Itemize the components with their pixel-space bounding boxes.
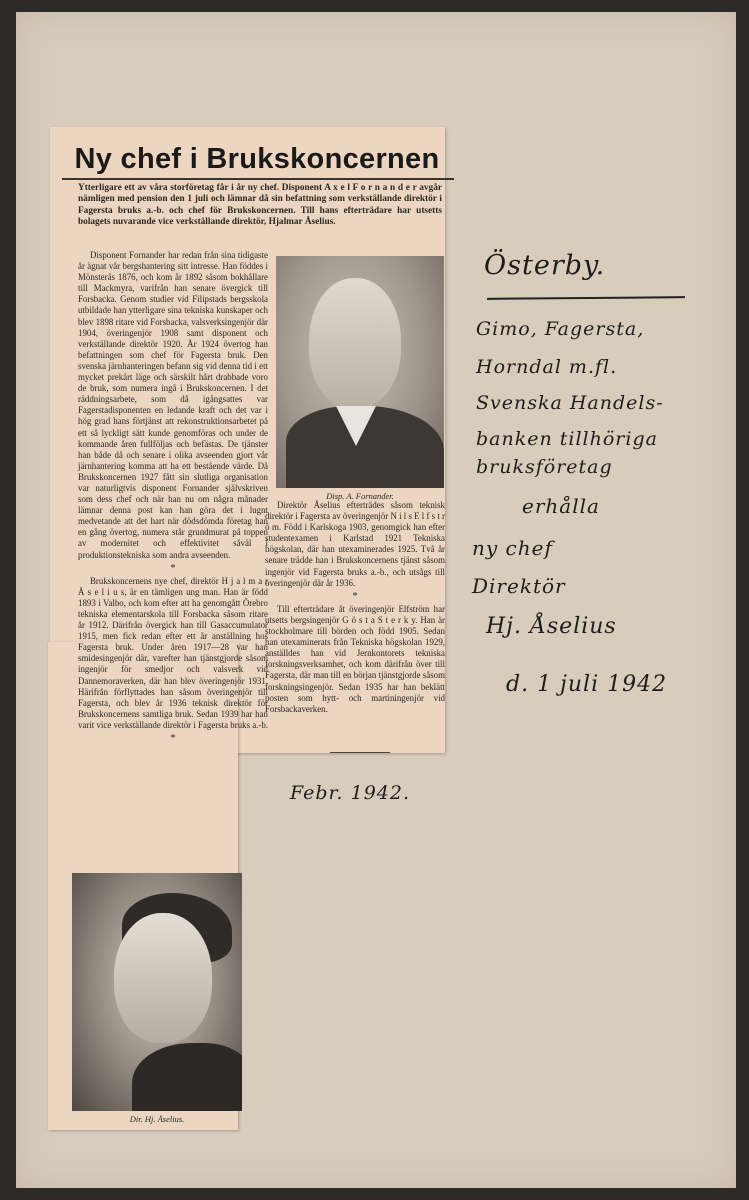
caption-fornander: Disp. A. Fornander. (326, 491, 394, 501)
handwritten-line: ny chef (472, 536, 553, 560)
section-star: * (352, 590, 358, 602)
portrait-aselius (72, 873, 242, 1111)
handwritten-title: Österby. (484, 250, 606, 281)
handwritten-line: Horndal m.fl. (476, 356, 618, 378)
article-paragraph: Disponent Fornander har redan från sina tidigaste år ägnat vår bergshantering sitt intresse. Han föddes i Mönsterås 1876, och kom år 1892 såsom bokhållare till Mackmyra, varifrån han senare övergick till Forsbacka. Genom studier vid Filipstads bergsskola utbildade han ytterligare sina tekniska kunskaper och blev 1898 ritare vid Forsbacka, valsverksingenjör där 1904, överingenjör 1908 samt disponent och verkställande direktör 1920. År 1924 övertog han befattningen som chef för Fagersta bruk. Den svenska järnhanteringen befann sig vid denna tid i ett mycket prekärt läge och särskilt hårt drabbade voro de bruk, som numera ingå i Brukskoncernen. I det räddningsarbete, som då igångsattes var Fagerstadisponenten en ledande kraft och det var i hög grad hans förtjänst att rekonstruktionsarbetet på ett så lyckligt sätt kunde genomföras och under de kommande åren fullföljas och befästas. De tjänster han både då och senare i olika avseenden gjort vår järnhantering komma att ha ett bestående värde. Då Brukskoncernen 1927 fått sin slutliga organisation var naturligtvis disponent Fornander självskriven som dess chef och när han nu om några månader lämnar denna post kan han göra det i lugnt medvetande att det hart när dödsdömda företag han en gång övertog, numera står grundmurat på toppen av modernitet och effektivitet såväl i produktionstekniska som andra avseenden. (78, 250, 268, 560)
handwritten-line: Svenska Handels- (476, 392, 664, 414)
handwritten-line: bruksföretag (476, 456, 613, 478)
handwritten-line: Hj. Åselius (486, 614, 617, 639)
section-star: * (170, 562, 176, 574)
portrait-fornander (276, 256, 444, 488)
handwritten-line: erhålla (522, 494, 600, 518)
portrait-coat (132, 1043, 242, 1111)
handwritten-line: Direktör (472, 574, 566, 598)
portrait-face (114, 913, 212, 1043)
article-paragraph: Brukskoncernens nye chef, direktör H j a l m a r Å s e l i u s, är en tämligen ung man. Han är född 1893 i Valbo, och kom efter att ha genomgått Örebro tekniska elementarskola till Forsbacka såsom ritare år 1912. Därifrån övergick han till Gasaccumulator 1915, men fick redan efter ett år anställning hos Fagersta bruk. Under åren 1917—28 var han smidesingenjör där, varefter han tjänstgjorde såsom ingenjör för smedjor och valsverk vid Dannemoraverken, där han blev överingenjör 1931. Härifrån förflyttades han såsom överingenjör till Fagersta, och blev år 1936 teknisk direktör för Brukskoncernens samtliga bruk. Sedan 1939 har han varit vice verkställande direktör i Fagersta bruks a.-b. (78, 575, 269, 730)
article-column-left (78, 250, 268, 746)
headline-rule (62, 178, 454, 180)
article-lead: Ytterligare ett av våra storföretag får i år ny chef. Disponent A x e l F o r n a n d e r avgår nämligen med pension den 1 juli och lämnar då sin befattning som verkställande direktör i Fagersta bruks a.-b. och chef för Brukskoncernen. Till hans efterträdare har utsetts bolagets nuvarande vice verkställande direktör, Hjalmar Åselius. (78, 183, 442, 228)
column-end-rule (330, 752, 390, 753)
article-column-right (265, 500, 445, 715)
handwritten-line: d. 1 juli 1942 (506, 672, 668, 697)
article-paragraph: Till efterträdare åt överingenjör Elfström har utsetts bergsingenjör G ö s t a S t e r k y. Han är stockholmare till börden och född 1905. Sedan han utexaminerats från Tekniska högskolan 1929, anställdes han vid Jernkontorets tekniska forskningsverksamhet, och kom därifrån över till Fagersta, där man till en början tjänstgjorde såsom forskningsingenjör. Sedan 1935 har han beklätt posten som hytt- och martiningenjör vid Forsbackaverken. (265, 603, 445, 714)
article-headline: Ny chef i Brukskoncernen (74, 143, 440, 175)
article-paragraph: Direktör Åselius efterträdes såsom teknisk direktör i Fagersta av överingenjör N i l s E l f s t r ö m. Född i Karlskoga 1903, genomgick han efter studentexamen i Karlstad 1921 Tekniska högskolan, där han utexaminerades 1925. Två år senare trädde han i Brukskoncernens tjänst såsom ingenjör vid Fagersta bruks a.-b., och utsågs till överingenjör där år 1936. (265, 500, 445, 588)
section-star: * (170, 733, 176, 745)
handwritten-line: banken tillhöriga (476, 428, 658, 450)
handwritten-date-note: Febr. 1942. (290, 782, 411, 804)
portrait-face (309, 278, 401, 408)
caption-aselius: Dir. Hj. Åselius. (129, 1114, 185, 1124)
handwritten-line: Gimo, Fagersta, (476, 318, 645, 340)
